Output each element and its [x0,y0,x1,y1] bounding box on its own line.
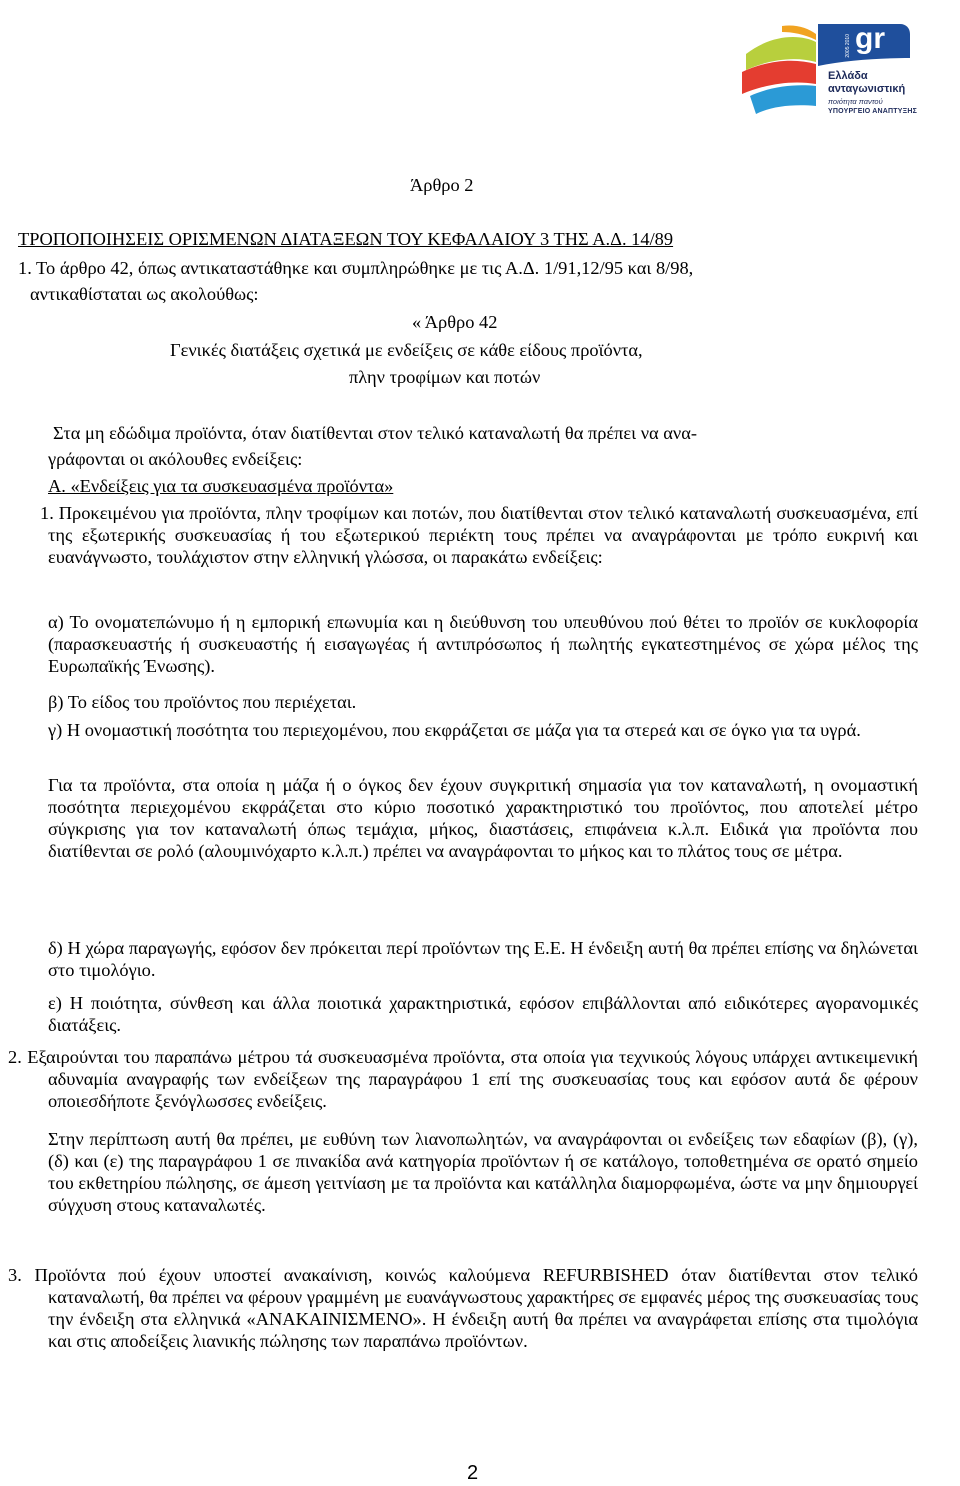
paragraph: β) Το είδος του προϊόντος που περιέχεται. [48,692,357,712]
paragraph-line: γράφονται οι ακόλουθες ενδείξεις: [48,449,303,469]
paragraph-line: 1. Το άρθρο 42, όπως αντικαταστάθηκε και συμπληρώθηκε με τις Α.Δ. 1/91,12/95 και 8/98, [18,258,694,278]
paragraph: α) Το ονοματεπώνυμο ή η εμπορική επωνυμία και η διεύθυνση του υπευθύνου πού θέτει το προϊόν σε κυκλοφορία (παρασκευαστής ή συσκευαστής ή εισαγωγέας ή αντιπρόσωπος ή πωλητής εγκατεστημένος σε χώρα μέλος της Ευρωπαϊκής Ένωσης). [48,612,918,676]
paragraph: ε) Η ποιότητα, σύνθεση και άλλα ποιοτικά χαρακτηριστικά, εφόσον επιβάλλονται από ειδικότερες αγορανομικές διατάξεις. [48,993,918,1035]
paragraph: Στην περίπτωση αυτή θα πρέπει, με ευθύνη των λιανοπωλητών, να αναγράφονται οι ενδείξεις των εδαφίων (β), (γ), (δ) και (ε) της παραγράφου 1 σε πινακίδα ανά κατηγορία προϊόντων ή σε κατάλογο, τοποθετημένα σε ορατό σημείο του εκθετηρίου πώλησης, σε άμεση γειτνίαση με τα προϊόντα και κατάλληλα διαμορφωμένα, ώστε να μην δημιουργεί σύγχυση στους καταναλωτές. [48,1129,918,1215]
logo-years: 2005 2010 [845,34,851,58]
paragraph-line: αντικαθίσταται ως ακολούθως: [30,284,259,304]
logo-line-1: Ελλάδα [828,70,868,82]
paragraph: 1. Προκειμένου για προϊόντα, πλην τροφίμων και ποτών, που διατίθενται στον τελικό καταναλωτή συσκευασμένα, επί της εξωτερικής συσκευασίας ή του εξωτερικού περιέκτη τους πρέπει να αναγράφονται με τρόπο ευκρινή και ευανάγνωστο, τουλάχιστον στην ελληνική γλώσσα, οι παρακάτω ενδείξεις: [40,503,918,567]
section-heading: ΤΡΟΠΟΠΟΙΗΣΕΙΣ ΟΡΙΣΜΕΝΩΝ ΔΙΑΤΑΞΕΩΝ ΤΟΥ ΚΕΦΑΛΑΙΟΥ 3 ΤΗΣ Α.Δ. 14/89 [18,229,674,249]
article-title: Άρθρο 2 [410,175,474,195]
paragraph: γ) Η ονομαστική ποσότητα του περιεχομένου, που εκφράζεται σε μάζα για τα στερεά και σε όγκο για τα υγρά. [48,720,861,740]
page-number: 2 [466,1462,479,1484]
paragraph: 3. Προϊόντα πού έχουν υποστεί ανακαίνιση, κοινώς καλούμενα REFURBISHED όταν διατίθενται στον τελικό καταναλωτή, θα πρέπει να φέρουν γραμμένη με ευανάγνωστους χαρακτήρες σε εμφανές μέρος της συσκευασίας τους την ένδειξη στα ελληνικά «ΑΝΑΚΑΙΝΙΣΜΕΝΟ». Η ένδειξη αυτή θα πρέπει να αναγράφεται επίσης στα τιμολόγια και στις αποδείξεις λιανικής πώλησης των παραπάνω προϊόντων. [8,1265,918,1351]
paragraph: 2. Εξαιρούνται του παραπάνω μέτρου τά συσκευασμένα προϊόντα, στα οποία για τεχνικούς λόγους υπάρχει αντικειμενική αδυναμία αναγραφής των ενδείξεων της παραγράφου 1 επί της συσκευασίας τους και εφόσον αυτά δε φέρουν οποιεσδήποτε ξενόγλωσσες ενδείξεις. [8,1047,918,1111]
logo-line-2: ανταγωνιστική [828,83,906,95]
paragraph: δ) Η χώρα παραγωγής, εφόσον δεν πρόκειται περί προϊόντων της Ε.Ε. Η ένδειξη αυτή θα πρέπει επίσης να δηλώνεται στο τιμολόγιο. [48,938,918,980]
ministry-logo [742,20,932,120]
paragraph-line: Στα μη εδώδιμα προϊόντα, όταν διατίθενται στον τελικό καταναλωτή θα πρέπει να ανα- [53,423,697,443]
quoted-article-title: « Άρθρο 42 [412,312,498,332]
paragraph: Για τα προϊόντα, στα οποία η μάζα ή ο όγκος δεν έχουν συγκριτική σημασία για τον καταναλωτή, η ονομαστική ποσότητα περιεχομένου εκφράζεται στο κύριο ποσοτικό χαρακτηριστικό του προϊόντος, που αποτελεί μέτρο σύγκρισης για τον καταναλωτή όπως τεμάχια, μήκος, διαστάσεις, επιφάνεια κ.λ.π. Ειδικά για προϊόντα που διατίθενται σε ρολό (αλουμινόχαρτο κ.λ.π.) πρέπει να αναγράφονται το μήκος και το πλάτος τους σε μέτρα. [48,775,918,861]
quoted-article-subtitle: Γενικές διατάξεις σχετικά με ενδείξεις σε κάθε είδους προϊόντα, [170,340,643,360]
quoted-article-subtitle: πλην τροφίμων και ποτών [349,367,541,387]
logo-line-3: ποιότητα παντού [828,97,883,106]
logo-line-4: ΥΠΟΥΡΓΕΙΟ ΑΝΑΠΤΥΞΗΣ [828,108,917,115]
subsection-heading: Α. «Ενδείξεις για τα συσκευασμένα προϊόντα» [48,476,394,496]
logo-mark-text: gr [855,22,885,55]
